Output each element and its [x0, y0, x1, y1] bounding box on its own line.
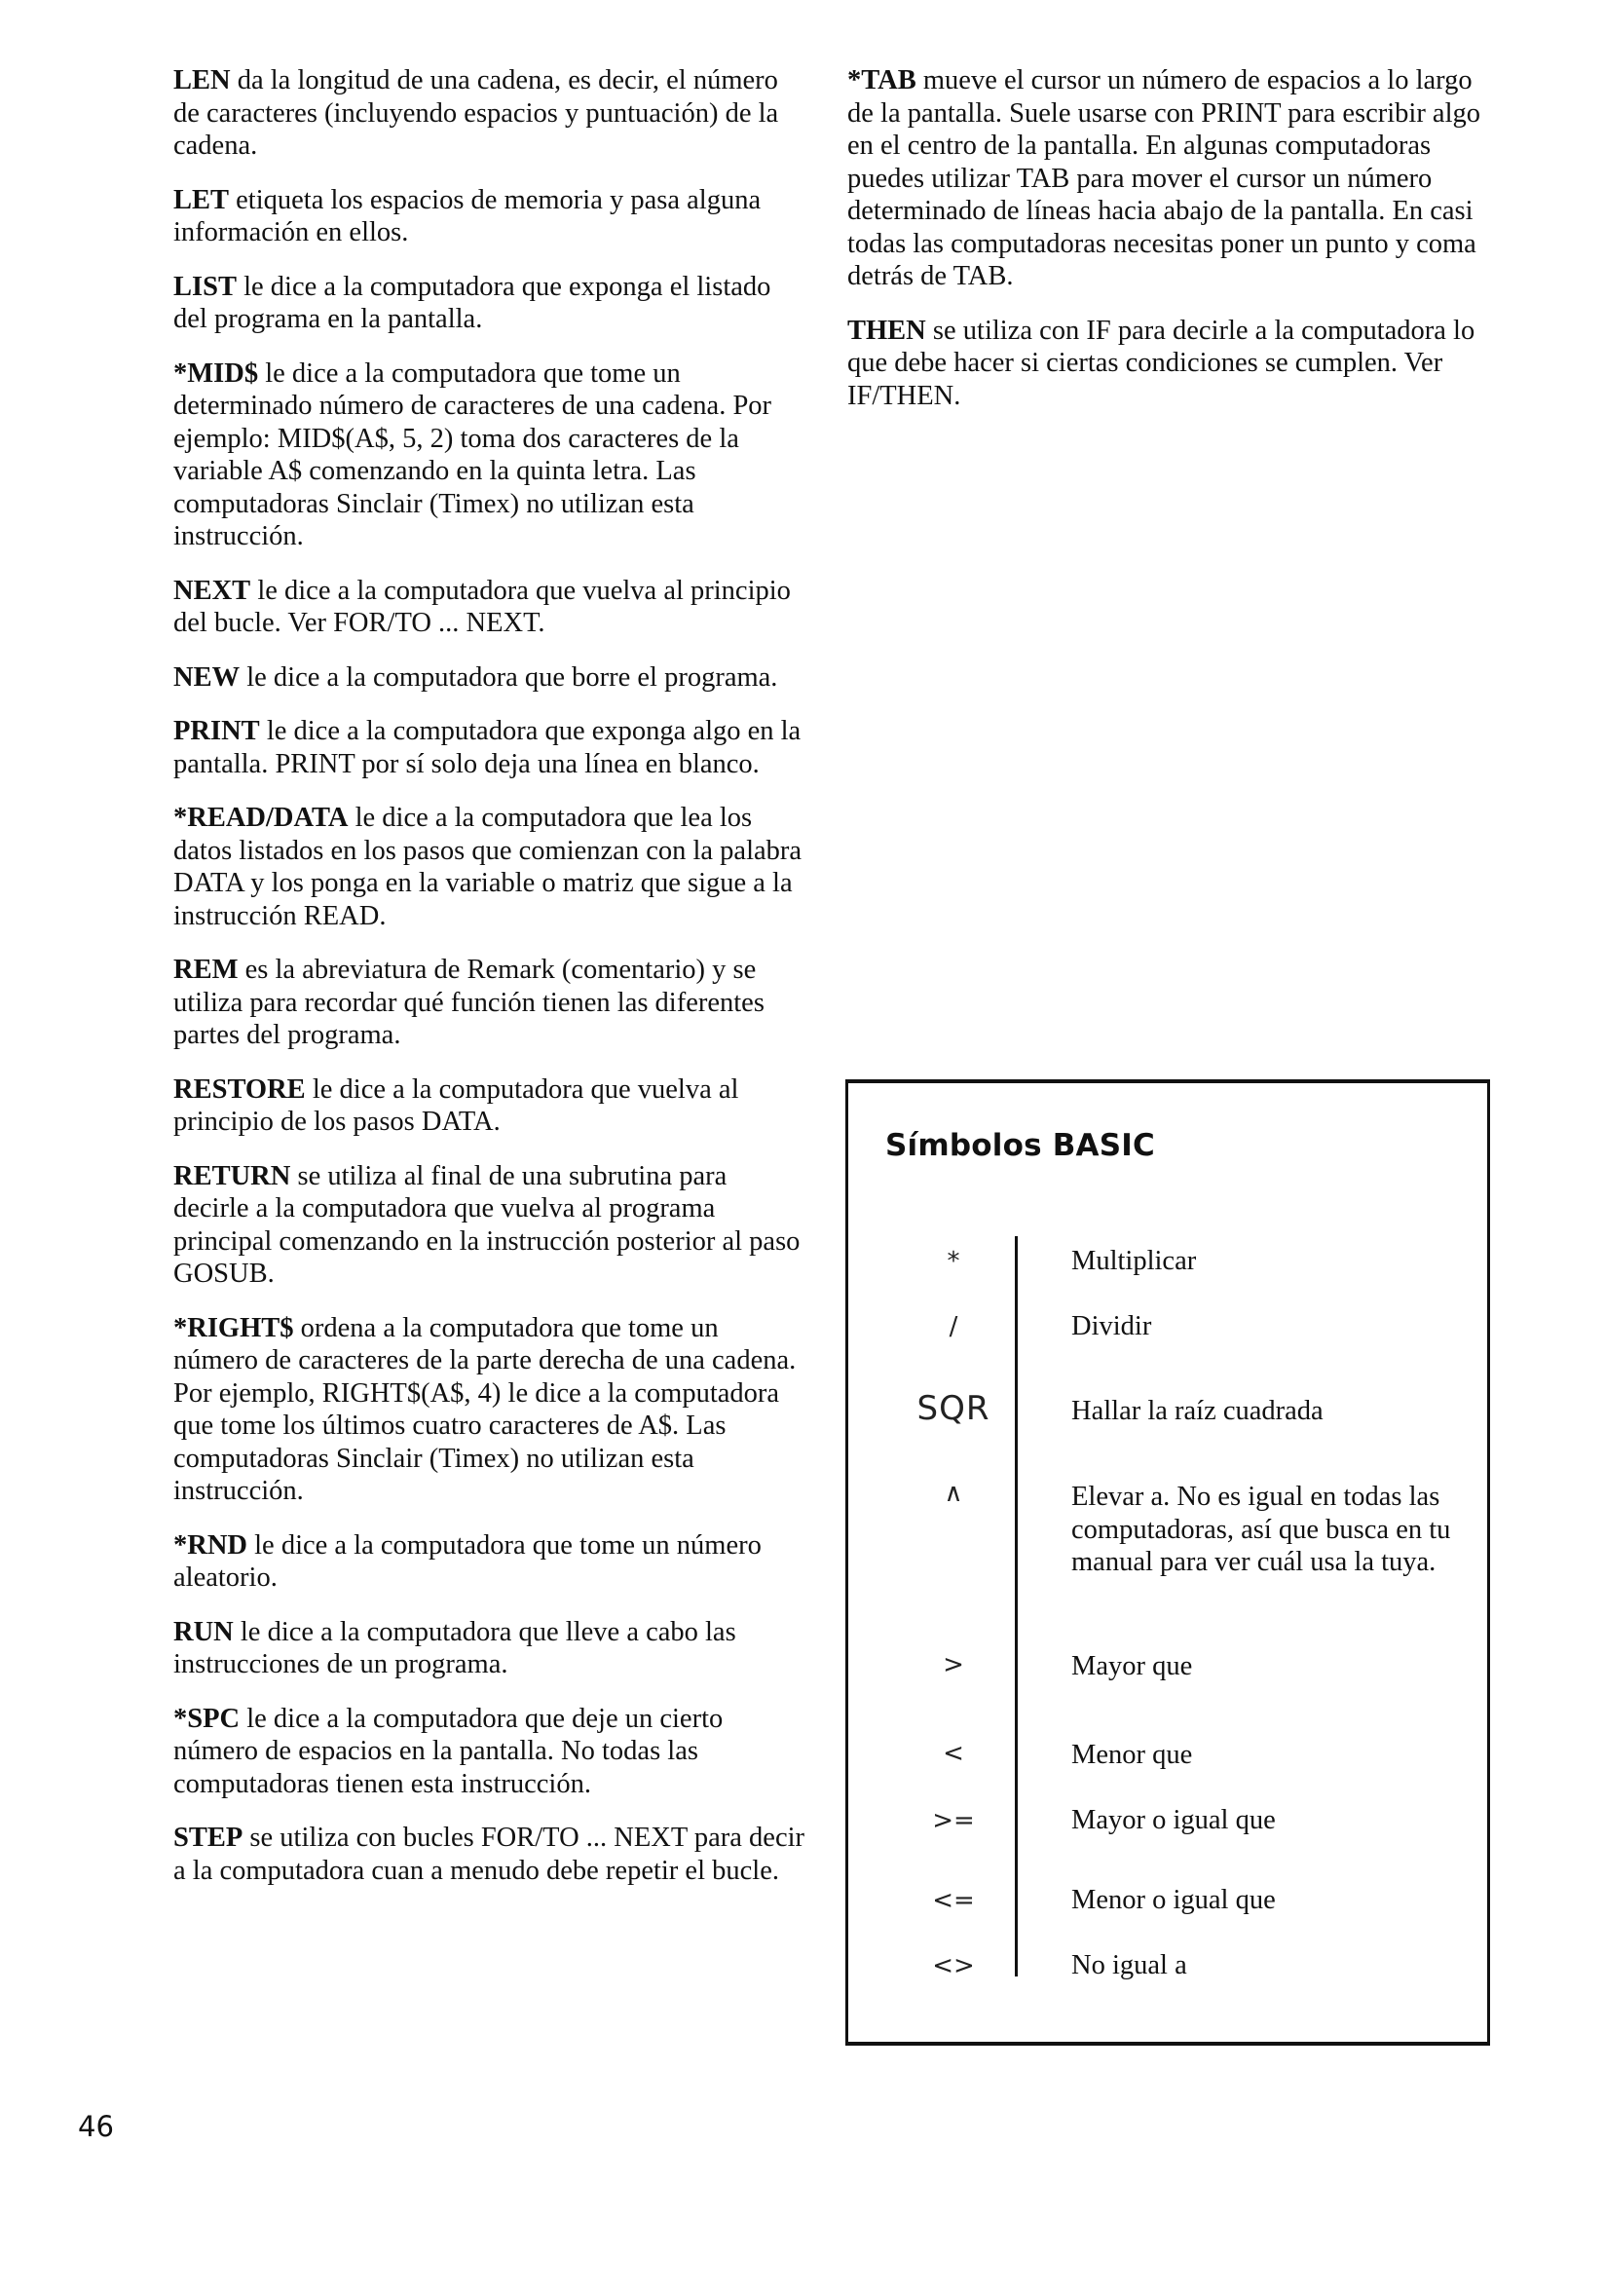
- optional-marker: *: [173, 358, 188, 389]
- right-column: [847, 64, 1496, 433]
- glossary-entry: [173, 1529, 808, 1595]
- definition: da la longitud de una cadena, es decir, el número de caracteres (incluyendo espacios y puntuación) de la cadena.: [173, 65, 779, 161]
- symbol: SQR: [916, 1389, 990, 1428]
- symbol-description: No igual a: [1071, 1950, 1187, 1980]
- glossary-entry: [173, 1073, 808, 1139]
- box-title: Símbolos BASIC: [885, 1128, 1155, 1163]
- glossary-entry: [173, 1312, 808, 1508]
- symbol-description: Menor que: [1071, 1740, 1193, 1770]
- term: RIGHT$: [187, 1312, 294, 1343]
- definition: le dice a la computadora que tome un determinado número de caracteres de una cadena. Por ejemplo: MID$(A$, 5, 2) toma dos caracteres de la variable A$ comenzando en la quinta letra. Las computadoras Sinclair (Timex) no utilizan esta instrucción.: [173, 358, 772, 551]
- optional-marker: *: [173, 803, 188, 833]
- optional-marker: *: [173, 1312, 188, 1343]
- definition: le dice a la computadora que exponga el listado del programa en la pantalla.: [173, 271, 771, 334]
- glossary-entry: [173, 802, 808, 932]
- definition: le dice a la computadora que exponga algo en la pantalla. PRINT por sí solo deja una línea en blanco.: [173, 716, 802, 779]
- glossary-entry: [173, 1160, 808, 1291]
- term: TAB: [861, 65, 916, 95]
- symbol: <: [943, 1739, 964, 1768]
- basic-symbols-box: [845, 1079, 1490, 2046]
- definition: se utiliza al final de una subrutina para decirle a la computadora que vuelva al programa principal comenzando en la instrucción posterior al paso GOSUB.: [173, 1160, 801, 1289]
- glossary-entry: [847, 315, 1496, 413]
- term: RETURN: [173, 1160, 291, 1191]
- term: RESTORE: [173, 1073, 306, 1105]
- symbol-description: Hallar la raíz cuadrada: [1071, 1396, 1324, 1426]
- page-number: 46: [78, 2110, 114, 2143]
- term: NEW: [173, 661, 241, 693]
- definition: le dice a la computadora que tome un número aleatorio.: [173, 1529, 762, 1593]
- glossary-entry: [173, 715, 808, 780]
- term: MID$: [187, 358, 259, 389]
- definition: es la abreviatura de Remark (comentario) y se utiliza para recordar qué función tienen las diferentes partes del programa.: [173, 955, 765, 1050]
- symbol: <>: [932, 1951, 975, 1980]
- definition: le dice a la computadora que vuelva al principio del bucle. Ver FOR/TO ... NEXT.: [173, 575, 791, 638]
- definition: le dice a la computadora que lleve a cabo las instrucciones de un programa.: [173, 1616, 736, 1679]
- glossary-entry: [173, 271, 808, 336]
- term: READ/DATA: [187, 803, 349, 833]
- symbol: *: [947, 1247, 960, 1276]
- symbol: >=: [932, 1806, 975, 1835]
- glossary-entry: [173, 184, 808, 249]
- term: LET: [173, 184, 230, 215]
- definition: le dice a la computadora que vuelva al principio de los pasos DATA.: [173, 1073, 739, 1137]
- term: REM: [173, 955, 239, 985]
- glossary-entry: [173, 1703, 808, 1801]
- glossary-entry: [847, 64, 1496, 293]
- symbol-description: Elevar a. No es igual en todas las computadoras, así que busca en tu manual para ver cuál usa la tuya.: [1071, 1482, 1451, 1577]
- glossary-entry: [173, 575, 808, 640]
- definition: le dice a la computadora que borre el programa.: [246, 661, 778, 693]
- optional-marker: *: [173, 1529, 188, 1561]
- term: LIST: [173, 271, 237, 302]
- glossary-entry: [173, 954, 808, 1052]
- definition: le dice a la computadora que deje un cierto número de espacios en la pantalla. No todas las computadoras tienen esta instrucción.: [173, 1703, 724, 1799]
- term: PRINT: [173, 716, 260, 746]
- glossary-entry: [173, 1616, 808, 1681]
- glossary-entry: [173, 358, 808, 553]
- definition: se utiliza con IF para decirle a la computadora lo que debe hacer si ciertas condiciones se cumplen. Ver IF/THEN.: [847, 315, 1475, 411]
- glossary-entry: [173, 1822, 808, 1887]
- optional-marker: *: [847, 65, 862, 95]
- definition: mueve el cursor un número de espacios a lo largo de la pantalla. Suele usarse con PRINT para escribir algo en el centro de la pantalla. En algunas computadoras puedes utilizar TAB para mover el cursor un número determinado de líneas hacia abajo de la pantalla. En casi todas las computadoras necesitas poner un punto y coma detrás de TAB.: [847, 65, 1481, 291]
- symbol-description: Mayor o igual que: [1071, 1805, 1276, 1835]
- term: SPC: [187, 1703, 241, 1734]
- symbol: <=: [932, 1886, 975, 1915]
- definition: etiqueta los espacios de memoria y pasa alguna información en ellos.: [173, 184, 762, 247]
- symbol-description: Mayor que: [1071, 1651, 1193, 1681]
- term: LEN: [173, 65, 231, 95]
- term: RUN: [173, 1616, 234, 1647]
- column-divider: [1015, 1236, 1018, 1976]
- term: RND: [187, 1529, 247, 1561]
- definition: se utiliza con bucles FOR/TO ... NEXT para decir a la computadora cuan a menudo debe repetir el bucle.: [173, 1823, 805, 1886]
- definition: le dice a la computadora que lea los datos listados en los pasos que comienzan con la palabra DATA y los ponga en la variable o matriz que sigue a la instrucción READ.: [173, 803, 802, 931]
- left-column: [173, 64, 808, 1908]
- symbol-description: Menor o igual que: [1071, 1885, 1276, 1915]
- symbol-description: Multiplicar: [1071, 1246, 1197, 1276]
- definition: ordena a la computadora que tome un número de caracteres de la parte derecha de una cadena. Por ejemplo, RIGHT$(A$, 4) le dice a la computadora que tome los últimos cuatro caracteres de A$. Las computadoras Sinclair (Timex) no utilizan esta instrucción.: [173, 1312, 797, 1506]
- glossary-entry: [173, 661, 808, 695]
- symbol-description: Dividir: [1071, 1311, 1152, 1341]
- glossary-entry: [173, 64, 808, 163]
- term: NEXT: [173, 575, 251, 606]
- symbol: >: [943, 1650, 964, 1679]
- term: STEP: [173, 1823, 243, 1853]
- symbol: ∧: [944, 1479, 963, 1508]
- symbol: /: [949, 1312, 958, 1341]
- term: THEN: [847, 315, 926, 346]
- optional-marker: *: [173, 1703, 188, 1734]
